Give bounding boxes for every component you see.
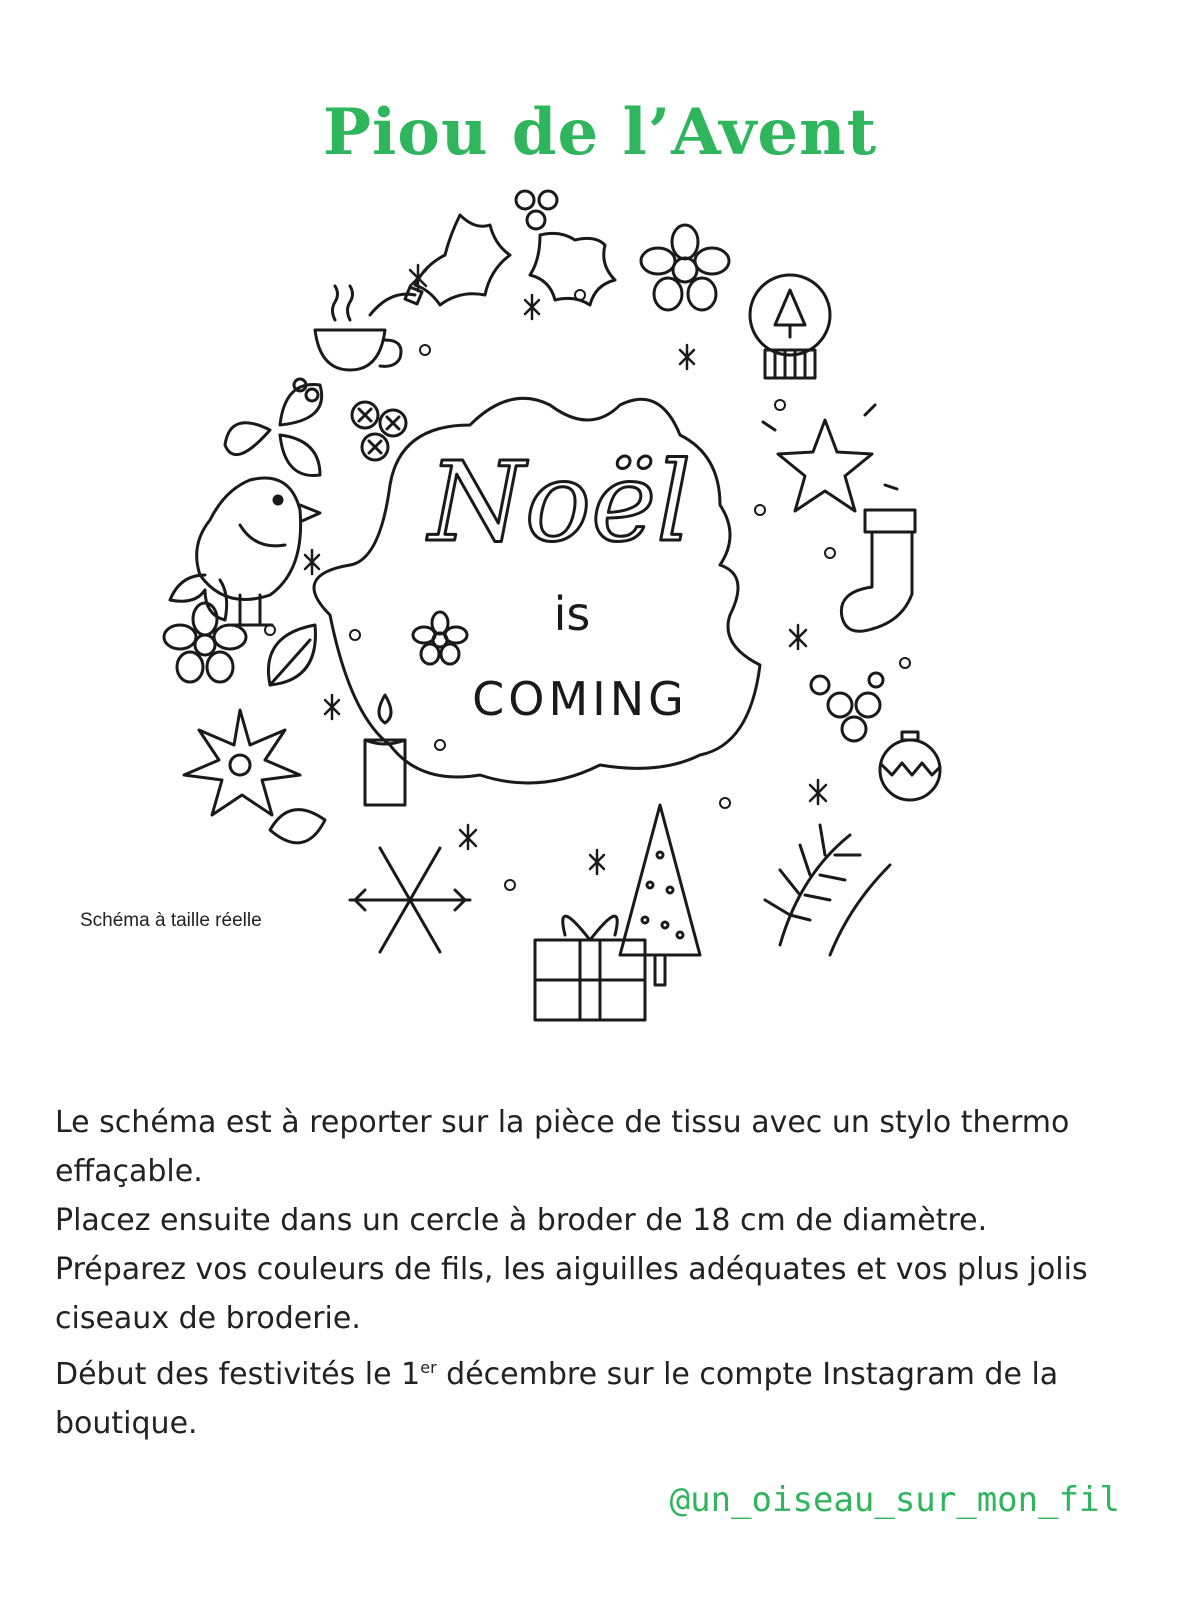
christmas-tree-icon [620, 805, 700, 985]
instruction-text: Début des festivités le 1 [55, 1357, 421, 1392]
leaf-icon [268, 625, 315, 685]
tea-cup-icon [315, 286, 422, 370]
ornament-icon [880, 732, 940, 800]
snow-globe-icon [750, 275, 830, 378]
instructions-block [55, 1098, 1165, 1448]
instruction-text: décembre sur le compte Instagram de la boutique. [55, 1357, 1059, 1441]
orange-slices-icon [352, 402, 406, 460]
gift-icon [535, 916, 645, 1020]
instagram-handle: @un_oiseau_sur_mon_fil [669, 1480, 1120, 1520]
flower-icon [641, 225, 729, 310]
pine-branch-icon [765, 825, 890, 955]
christmas-wreath-illustration [130, 175, 990, 1075]
illustration-line-2: is [553, 587, 591, 641]
illustration-headline: Noël [428, 438, 692, 566]
flower-icon [164, 603, 246, 682]
poinsettia-icon [184, 710, 300, 815]
ordinal-suffix: er [420, 1358, 437, 1377]
berries-icon [811, 673, 883, 741]
star-icon [763, 405, 897, 511]
snowflake-icon [350, 848, 470, 952]
instruction-paragraph: Préparez vos couleurs de fils, les aiguilles adéquates et vos plus jolis ciseaux de broderie. [55, 1252, 1088, 1336]
mistletoe-icon [225, 379, 322, 476]
stocking-icon [841, 510, 915, 631]
holly-icon [415, 191, 615, 305]
instruction-paragraph [55, 1343, 1165, 1448]
scale-caption: Schéma à taille réelle [80, 910, 262, 931]
page-title: Piou de l’Avent [322, 94, 878, 170]
leaf-icon [270, 810, 325, 843]
instruction-paragraph: Placez ensuite dans un cercle à broder de 18 cm de diamètre. [55, 1203, 988, 1238]
illustration-line-3: COMING [472, 672, 688, 726]
bird-icon [170, 478, 320, 625]
instruction-paragraph: Le schéma est à reporter sur la pièce de tissu avec un stylo thermo effaçable. [55, 1105, 1070, 1189]
candle-icon [365, 695, 405, 805]
flower-icon [413, 612, 467, 664]
sparkle-icons [305, 265, 826, 874]
